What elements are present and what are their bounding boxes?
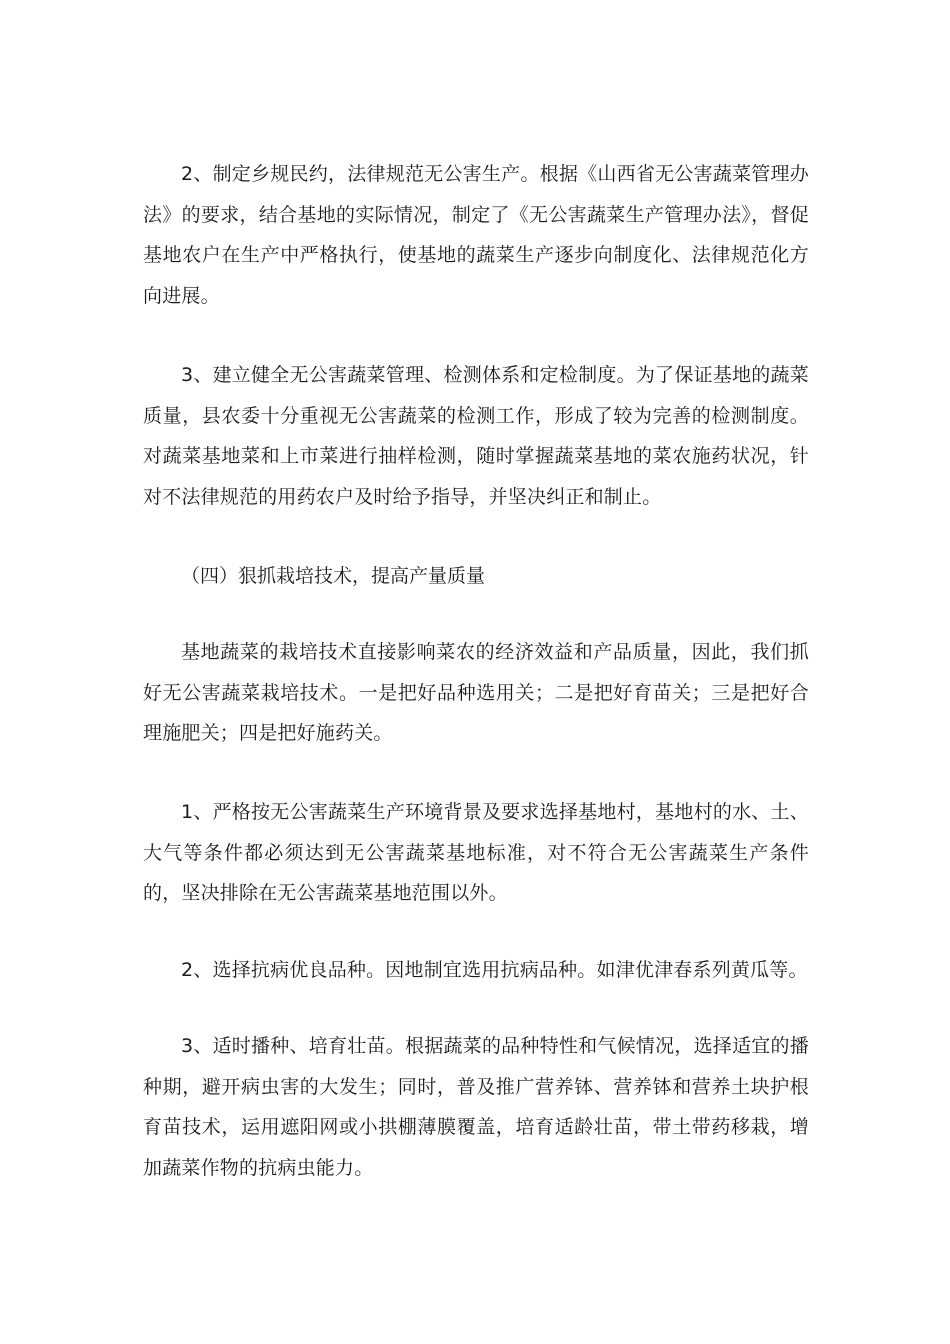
paragraph-regulations: 2、制定乡规民约，法律规范无公害生产。根据《山西省无公害蔬菜管理办法》的要求，结合基地的实际情况，制定了《无公害蔬菜生产管理办法》，督促基地农户在生产中严格执行，使基地的蔬菜生产逐步向制度化、法律规范化方向进展。 — [143, 163, 809, 307]
paragraph-cultivation-intro: 基地蔬菜的栽培技术直接影响菜农的经济效益和产品质量，因此，我们抓好无公害蔬菜栽培技术。一是把好品种选用关；二是把好育苗关；三是把好合理施肥关；四是把好施药关。 — [143, 641, 809, 744]
paragraph-testing-system: 3、建立健全无公害蔬菜管理、检测体系和定检制度。为了保证基地的蔬菜质量，县农委十分重视无公害蔬菜的检测工作，形成了较为完善的检测制度。对蔬菜基地菜和上市菜进行抽样检测，随时掌握蔬菜基地的菜农施药状况，针对不法律规范的用药农户及时给予指导，并坚决纠正和制止。 — [143, 364, 809, 508]
paragraph-variety-selection: 2、选择抗病优良品种。因地制宜选用抗病品种。如津优津春系列黄瓜等。 — [181, 959, 808, 981]
section-heading-cultivation: （四）狠抓栽培技术，提高产量质量 — [181, 565, 486, 587]
paragraph-base-selection: 1、严格按无公害蔬菜生产环境背景及要求选择基地村，基地村的水、土、大气等条件都必须达到无公害蔬菜基地标准，对不符合无公害蔬菜生产条件的，坚决排除在无公害蔬菜基地范围以外。 — [143, 801, 809, 904]
paragraph-sowing-seedlings: 3、适时播种、培育壮苗。根据蔬菜的品种特性和气候情况，选择适宜的播种期，避开病虫害的大发生；同时，普及推广营养钵、营养钵和营养土块护根育苗技术，运用遮阳网或小拱棚薄膜覆盖，培育适龄壮苗，带土带药移栽，增加蔬菜作物的抗病虫能力。 — [143, 1035, 809, 1179]
